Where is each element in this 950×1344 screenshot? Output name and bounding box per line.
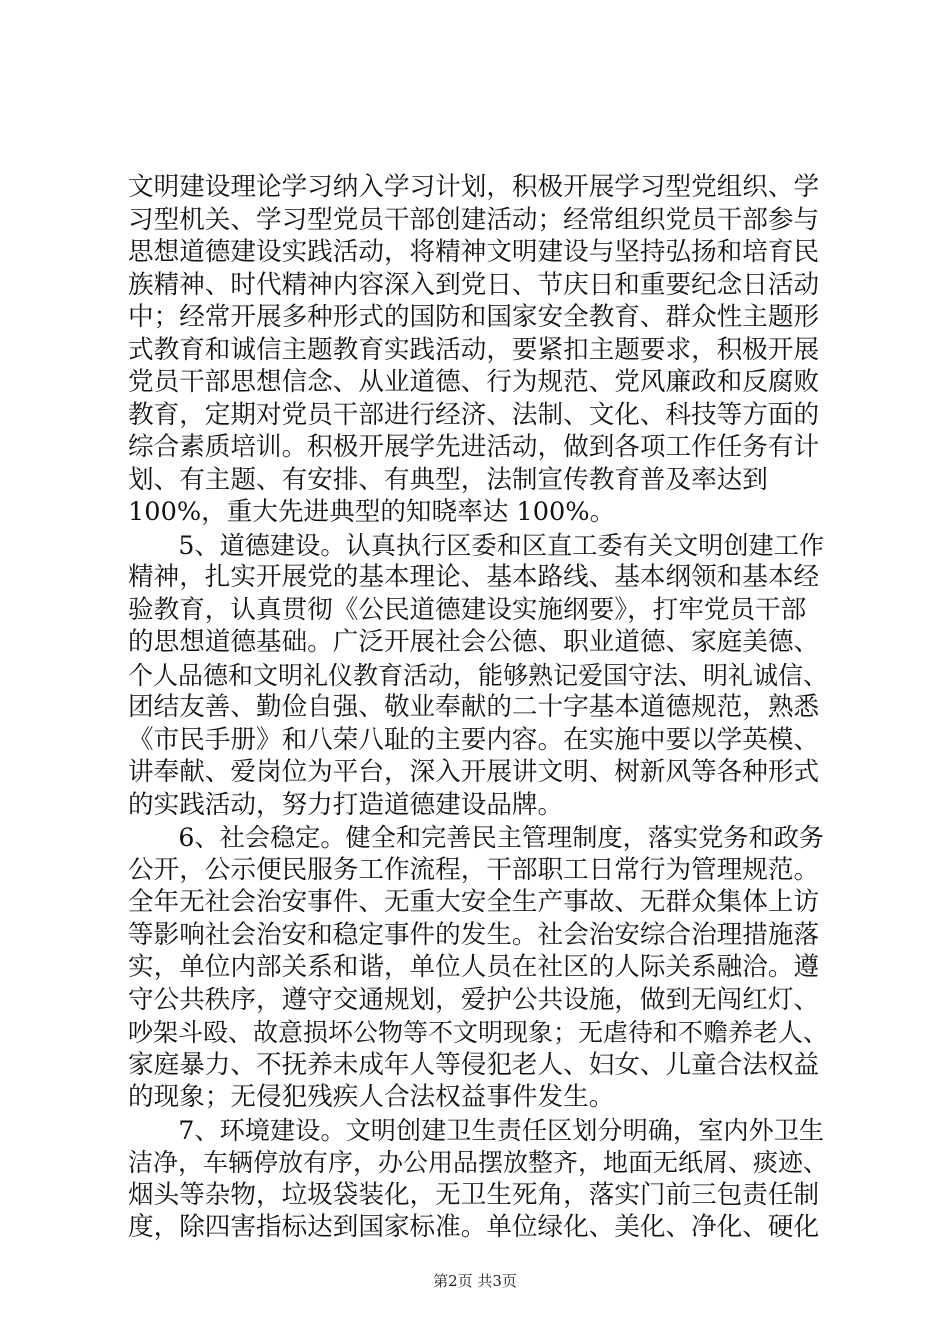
text-line: 7、环境建设。文明创建卫生责任区划分明确，室内外卫生 — [128, 1115, 825, 1145]
text-line: 洁净，车辆停放有序，办公用品摆放整齐，地面无纸屑、痰迹、 — [128, 1148, 828, 1177]
text-line: 等影响社会治安和稳定事件的发生。社会治安综合治理措施落 — [128, 919, 820, 950]
text-line: 思想道德建设实践活动，将精神文明建设与坚持弘扬和培育民 — [128, 237, 820, 267]
text-line: 团结友善、勤俭自强、敬业奉献的二十字基本道德规范，熟悉 — [128, 692, 820, 722]
text-line: 习型机关、学习型党员干部创建活动；经常组织党员干部参与 — [128, 204, 820, 235]
text-line: 式教育和诚信主题教育实践活动，要紧扣主题要求，积极开展 — [128, 334, 820, 365]
text-line: 全年无社会治安事件、无重大安全生产事故、无群众集体上访 — [128, 887, 820, 917]
text-line: 《市民手册》和八荣八耻的主要内容。在实施中要以学英模、 — [128, 724, 820, 755]
text-line: 守公共秩序，遵守交通规划，爱护公共设施，做到无闯红灯、 — [128, 984, 820, 1015]
text-line: 吵架斗殴、故意损坏公物等不文明现象；无虐待和不赡养老人、 — [128, 1018, 828, 1047]
text-line: 5、道德建设。认真执行区委和区直工委有关文明创建工作 — [128, 530, 825, 560]
text-line: 实，单位内部关系和谐，单位人员在社区的人际关系融洽。遵 — [128, 952, 820, 982]
text-line: 公开，公示便民服务工作流程，干部职工日常行为管理规范。 — [128, 854, 820, 885]
text-line: 的思想道德基础。广泛开展社会公德、职业道德、家庭美德、 — [128, 627, 820, 657]
text-line: 个人品德和文明礼仪教育活动，能够熟记爱国守法、明礼诚信、 — [128, 660, 828, 690]
text-line: 精神，扎实开展党的基本理论、基本路线、基本纲领和基本经 — [128, 562, 820, 592]
text-line: 的实践活动，努力打造道德建设品牌。 — [128, 789, 564, 820]
text-line: 6、社会稳定。健全和完善民主管理制度，落实党务和政务 — [128, 823, 825, 852]
text-line: 度，除四害指标达到国家标准。单位绿化、美化、净化、硬化 — [128, 1212, 820, 1242]
text-line: 划、有主题、有安排、有典型，法制宣传教育普及率达到 — [128, 464, 768, 495]
text-line: 中；经常开展多种形式的国防和国家安全教育、群众性主题形 — [128, 302, 820, 332]
text-line: 族精神、时代精神内容深入到党日、节庆日和重要纪念日活动 — [128, 269, 820, 300]
text-line: 验教育，认真贯彻《公民道德建设实施纲要》，打牢党员干部 — [128, 594, 807, 625]
text-line: 综合素质培训。积极开展学先进活动，做到各项工作任务有计 — [128, 432, 820, 462]
text-line: 100%，重大先进典型的知晓率达 100%。 — [128, 497, 616, 527]
text-line: 烟头等杂物，垃圾袋装化，无卫生死角，落实门前三包责任制 — [128, 1179, 820, 1210]
text-line: 党员干部思想信念、从业道德、行为规范、党风廉政和反腐败 — [128, 367, 820, 397]
text-line: 文明建设理论学习纳入学习计划，积极开展学习型党组织、学 — [128, 172, 820, 202]
text-line: 教育，定期对党员干部进行经济、法制、文化、科技等方面的 — [128, 399, 820, 430]
page-footer: 第2页 共3页 — [433, 1272, 517, 1290]
text-line: 讲奉献、爱岗位为平台，深入开展讲文明、树新风等各种形式 — [128, 757, 820, 787]
text-line: 的现象；无侵犯残疾人合法权益事件发生。 — [128, 1082, 615, 1112]
text-line: 家庭暴力、不抚养未成年人等侵犯老人、妇女、儿童合法权益 — [128, 1049, 820, 1080]
